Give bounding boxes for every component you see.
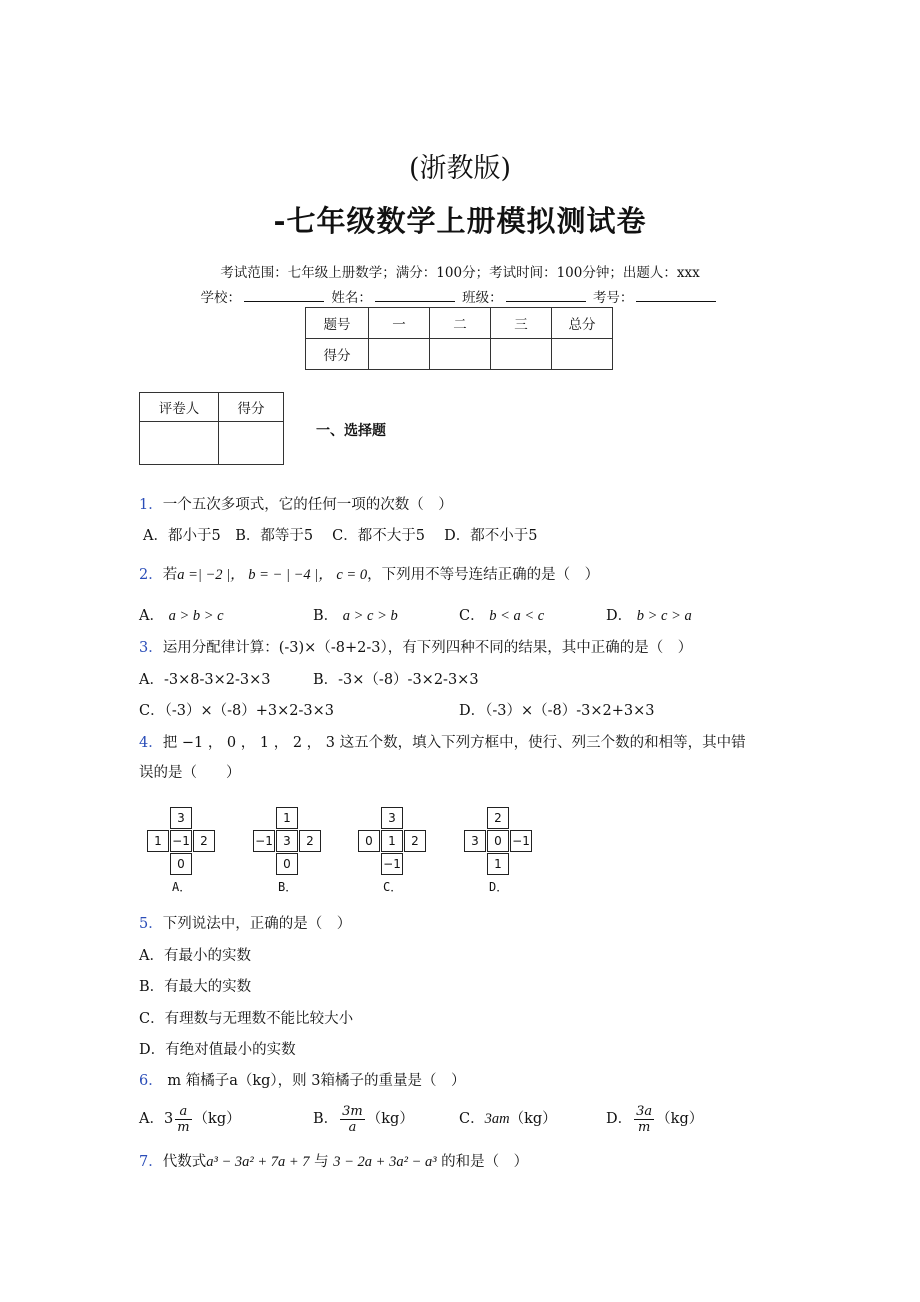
option-c[interactable]: C．3am（kg） xyxy=(459,1111,557,1127)
question-number: 7． xyxy=(139,1154,163,1170)
id-field[interactable] xyxy=(636,289,716,302)
score-cell[interactable] xyxy=(491,339,552,370)
section-title: 一、选择题 xyxy=(316,423,386,439)
option-c[interactable]: C．（-3）×（-8）+3×2-3×3 xyxy=(139,703,334,719)
option-c[interactable]: C．有理数与无理数不能比较大小 xyxy=(139,1011,354,1027)
cross-cell-top: 2 xyxy=(487,807,509,829)
score-cell[interactable] xyxy=(369,339,430,370)
option-d[interactable]: D．（-3）×（-8）-3×2+3×3 xyxy=(459,703,655,719)
grader-score-cell[interactable] xyxy=(219,422,284,465)
question-3 xyxy=(139,638,692,658)
cross-cell-center: 0 xyxy=(487,830,509,852)
cross-label: D． xyxy=(489,880,509,894)
question-5 xyxy=(139,914,351,934)
cross-cell-left: 0 xyxy=(358,830,380,852)
option-a[interactable]: A． a > b > c xyxy=(139,608,224,624)
score-header-cell: 题号 xyxy=(306,308,369,339)
school-field[interactable] xyxy=(244,289,324,302)
exam-info: 考试范围：七年级上册数学；满分：100分；考试时间：100分钟；出题人：xxx xyxy=(220,265,700,281)
cross-cell-top: 3 xyxy=(381,807,403,829)
cross-label: C． xyxy=(383,880,403,894)
cross-cell-left: −1 xyxy=(253,830,275,852)
cross-label: A． xyxy=(172,880,192,894)
option-d[interactable]: D． $\frac{3a}{m}$ （kg） xyxy=(606,1103,704,1135)
score-cell[interactable] xyxy=(552,339,613,370)
cross-cell-center: 1 xyxy=(381,830,403,852)
question-stem: 运用分配律计算：(-3)×（-8+2-3），有下列四种不同的结果，其中正确的是（ ） xyxy=(162,640,693,656)
cross-cell-top: 1 xyxy=(276,807,298,829)
question-4 xyxy=(139,733,746,753)
cross-cell-left: 3 xyxy=(464,830,486,852)
cross-cell-right: 2 xyxy=(299,830,321,852)
exam-title: -七年级数学上册模拟测试卷 xyxy=(273,204,647,238)
fraction: $\frac{3a}{m}$ xyxy=(636,1103,653,1135)
grader-header-cell: 评卷人 xyxy=(140,393,219,422)
expression-2: 3 − 2a + 3a² − a³ xyxy=(333,1154,437,1170)
question-4-stem-cont: 误的是（ ） xyxy=(139,765,241,781)
option-c[interactable]: C． b < a < c xyxy=(459,608,545,624)
cross-cell-bottom: 0 xyxy=(276,853,298,875)
name-field[interactable] xyxy=(375,289,455,302)
cross-cell-left: 1 xyxy=(147,830,169,852)
fraction: $\frac{3m}{a}$ xyxy=(342,1103,363,1135)
cross-cell-bottom: 0 xyxy=(170,853,192,875)
option-b[interactable]: B．有最大的实数 xyxy=(139,979,252,995)
class-label: 班级： xyxy=(462,290,503,306)
cross-cell-right: 2 xyxy=(193,830,215,852)
cross-cell-right: 2 xyxy=(404,830,426,852)
class-field[interactable] xyxy=(506,289,586,302)
option-d[interactable]: D． b > c > a xyxy=(606,608,692,624)
score-table xyxy=(305,307,613,370)
fraction: $\frac{a}{m}$ xyxy=(177,1103,190,1135)
question-stem: 把 −1 ， 0 ， 1 ， 2 ， 3 这五个数，填入下列方框中，使行、列三个数的和相等，其中错 xyxy=(162,735,746,751)
option-b[interactable]: B． $\frac{3m}{a}$ （kg） xyxy=(313,1103,414,1135)
question-math: a =| −2 |， b = − | −4 |， c = 0 xyxy=(177,567,368,583)
question-6 xyxy=(139,1071,466,1091)
cross-cell-bottom: 1 xyxy=(487,853,509,875)
student-info-line xyxy=(0,286,920,306)
option-a[interactable]: A．有最小的实数 xyxy=(139,948,251,964)
grader-header-cell: 得分 xyxy=(219,393,284,422)
option-a[interactable]: A．-3×8-3×2-3×3 xyxy=(139,672,271,688)
edition-label: (浙教版) xyxy=(408,153,512,184)
cross-label: B． xyxy=(278,880,298,894)
cross-cell-right: −1 xyxy=(510,830,532,852)
school-label: 学校： xyxy=(200,290,242,306)
score-header-cell: 一 xyxy=(369,308,430,339)
score-header-cell: 总分 xyxy=(552,308,613,339)
question-number: 1． xyxy=(139,497,163,513)
cross-cell-top: 3 xyxy=(170,807,192,829)
question-1-options: A．都小于5 B．都等于5 C．都不大于5 D．都不小于5 xyxy=(143,528,538,544)
score-header-cell: 二 xyxy=(430,308,491,339)
option-a[interactable]: A．3 $\frac{a}{m}$ （kg） xyxy=(139,1103,241,1135)
score-header-cell: 三 xyxy=(491,308,552,339)
option-b[interactable]: B．-3×（-8）-3×2-3×3 xyxy=(313,672,479,688)
question-stem: m 箱橘子a（kg），则 3箱橘子的重量是（ ） xyxy=(162,1073,466,1089)
question-number: 5． xyxy=(139,916,163,932)
grader-cell[interactable] xyxy=(140,422,219,465)
question-stem: 下列说法中，正确的是（ ） xyxy=(162,916,352,932)
cross-cell-center: 3 xyxy=(276,830,298,852)
grader-table xyxy=(139,392,284,465)
question-stem: 一个五次多项式，它的任何一项的次数（ ） xyxy=(162,497,453,513)
question-stem-post: ，下列用不等号连结正确的是（ ） xyxy=(367,567,600,583)
question-number: 2． xyxy=(139,567,163,583)
expression-1: a³ − 3a² + 7a + 7 xyxy=(206,1154,310,1170)
question-number: 6． xyxy=(139,1073,163,1089)
question-1 xyxy=(139,495,453,515)
cross-cell-center: −1 xyxy=(170,830,192,852)
option-d[interactable]: D．有绝对值最小的实数 xyxy=(139,1042,296,1058)
question-number: 3． xyxy=(139,640,163,656)
name-label: 姓名： xyxy=(331,290,372,306)
option-b[interactable]: B． a > c > b xyxy=(313,608,398,624)
question-number: 4． xyxy=(139,735,163,751)
id-label: 考号： xyxy=(592,290,634,306)
question-2 xyxy=(139,565,599,585)
score-cell[interactable] xyxy=(430,339,491,370)
cross-cell-bottom: −1 xyxy=(381,853,403,875)
question-7: 7．代数式a³ − 3a² + 7a + 7 与 3 − 2a + 3a² − a³ 的和是（ ） xyxy=(139,1154,529,1170)
score-row-label: 得分 xyxy=(306,339,369,370)
question-stem-pre: 若 xyxy=(162,567,178,583)
